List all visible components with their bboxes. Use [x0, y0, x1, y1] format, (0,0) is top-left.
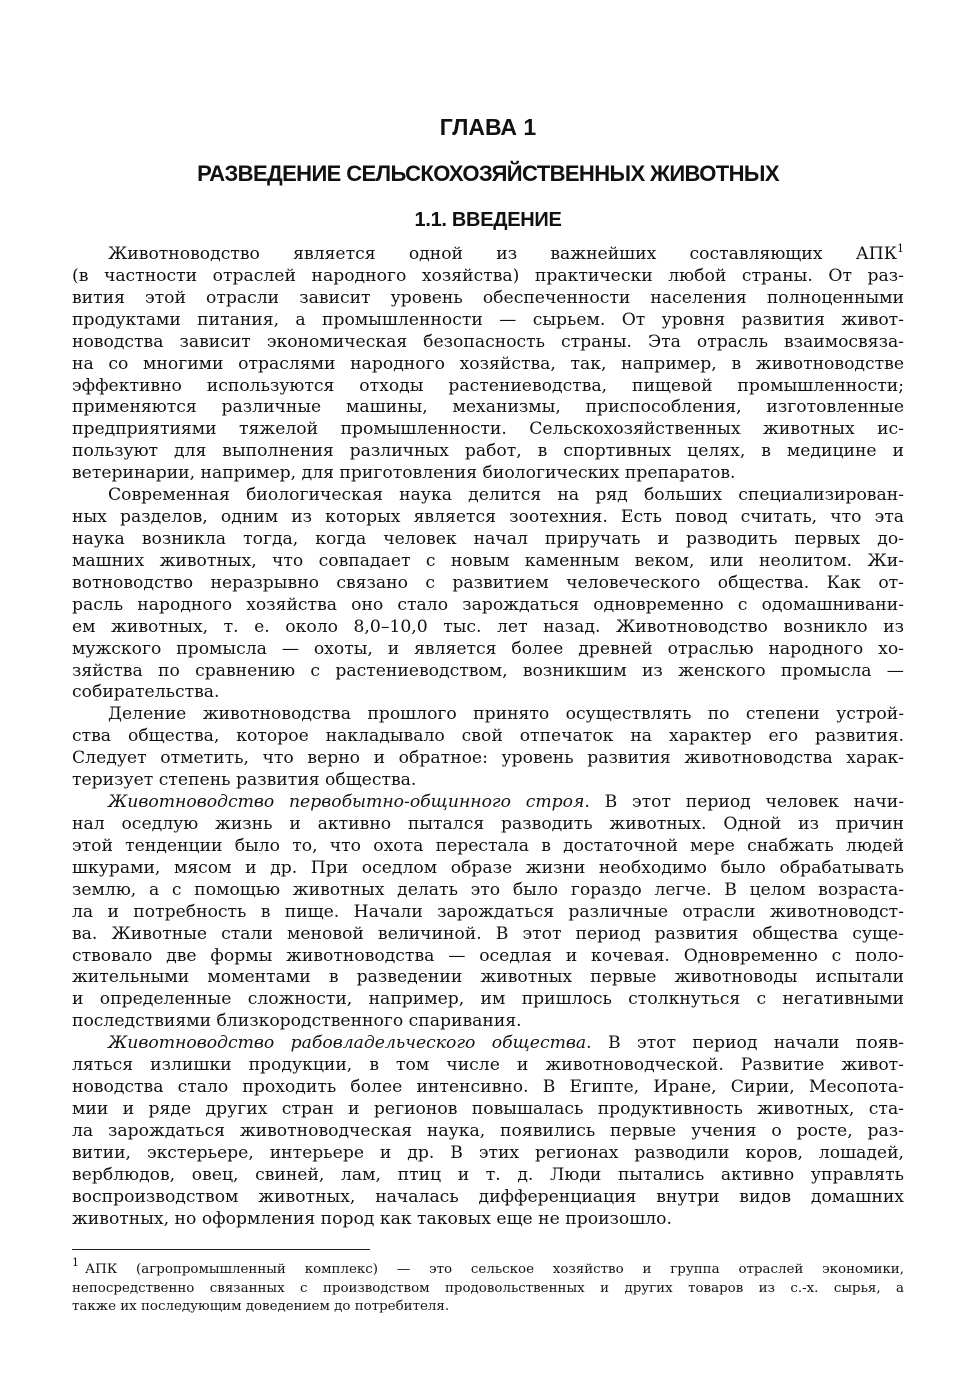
- line-text: Животноводство является одной из важнейших составляющих АПК: [108, 244, 897, 264]
- line-text: ных разделов, одним из которых является зоотехния. Есть повод считать, что эта: [72, 507, 904, 528]
- chapter-title: РАЗВЕДЕНИЕ СЕЛЬСКОХОЗЯЙСТВЕННЫХ ЖИВОТНЫХ: [197, 161, 779, 186]
- footnote-line: [72, 1280, 904, 1299]
- italic-lead: Животноводство рабовладельческого общества: [108, 1033, 587, 1054]
- line-text: ва. Животные стали меновой величиной. В этот период развития общества суще-: [72, 923, 904, 944]
- line-text: предприятиями тяжелой промышленности. Сельскохозяйственных животных ис-: [72, 419, 904, 440]
- text-line: [72, 924, 904, 946]
- footnote-divider: [72, 1249, 370, 1250]
- text-line: [72, 1143, 904, 1165]
- line-text: мужского промысла — охоты, и является более древней отраслью народного хо-: [72, 638, 904, 659]
- line-text: ла и потребность в пище. Начали зарождаться различные отрасли животноводст-: [72, 901, 904, 922]
- text-line: [72, 617, 904, 639]
- text-line: [72, 1077, 904, 1099]
- text-line: [72, 376, 904, 398]
- paragraph: [72, 704, 904, 792]
- line-text: животных, но оформления пород как таковых еще не произошло.: [72, 1208, 672, 1229]
- text-line: [72, 551, 904, 573]
- footnote-text: также их последующим доведением до потребителя.: [72, 1299, 450, 1315]
- text-line: [72, 1121, 904, 1143]
- text-line: [72, 595, 904, 617]
- text-line: [72, 332, 904, 354]
- line-text: ства общества, которое накладывало свой отпечаток на характер его развития.: [72, 726, 904, 747]
- line-text: и определенные сложности, например, им пришлось столкнуться с негативными: [72, 989, 904, 1010]
- text-line: [72, 814, 904, 836]
- text-line: [72, 266, 904, 288]
- footnote-text: АПК (агропромышленный комплекс) — это сельское хозяйство и группа отраслей экономики,: [85, 1262, 904, 1277]
- paragraph: [72, 792, 904, 1033]
- text-line: [72, 880, 904, 902]
- line-text: теризует степень развития общества.: [72, 770, 417, 791]
- text-line: [72, 529, 904, 551]
- line-text: . В этот период человек начи-: [584, 792, 905, 813]
- line-text: . В этот период начали появ-: [586, 1033, 904, 1054]
- text-line: [72, 682, 904, 704]
- footnote-ref[interactable]: 1: [897, 242, 904, 255]
- line-text: мии и ряде других стран и регионов повышалась продуктивность животных, ста-: [72, 1098, 904, 1119]
- text-line: [72, 573, 904, 595]
- paragraph: [72, 1033, 904, 1230]
- line-text: землю, а с помощью животных делать это было гораздо легче. В целом возраста-: [72, 879, 904, 900]
- line-text: верблюдов, овец, свиней, лам, птиц и т. д. Люди пытались активно управлять: [72, 1164, 904, 1185]
- text-line: [72, 485, 904, 507]
- footnote-line: [72, 1298, 904, 1317]
- footnote-text: непосредственно связанных с производством продовольственных и других товаров из с.-х. сырья, а: [72, 1280, 904, 1296]
- line-text: Деление животноводства прошлого принято осуществлять по степени устрой-: [108, 704, 904, 725]
- line-text: ем животных, т. е. около 8,0–10,0 тыс. лет назад. Животноводство возникло из: [72, 616, 904, 637]
- line-text: ветеринарии, например, для приготовления биологических препаратов.: [72, 463, 736, 484]
- line-text: вития этой отрасли зависит уровень обеспеченности населения полноценными: [72, 287, 904, 308]
- text-line: [72, 639, 904, 661]
- line-text: эффективно используются отходы растениеводства, пищевой промышленности;: [72, 375, 904, 396]
- text-line: [72, 704, 904, 726]
- text-line: [72, 661, 904, 683]
- line-text: ла зарождаться животноводческая наука, появились первые учения о росте, раз-: [72, 1120, 904, 1141]
- text-line: [72, 726, 904, 748]
- text-line: [72, 310, 904, 332]
- text-line: [72, 1055, 904, 1077]
- body-text: [72, 244, 904, 1230]
- text-line: [72, 989, 904, 1011]
- text-line: [72, 507, 904, 529]
- line-text: пользуют для выполнения различных работ, в спортивных целях, в медицине и: [72, 441, 904, 462]
- text-line: [72, 463, 904, 485]
- line-text: Следует отметить, что верно и обратное: уровень развития животноводства харак-: [72, 748, 904, 769]
- italic-lead: Животноводство первобытно-общинного строя: [108, 792, 585, 813]
- line-text: зяйства по сравнению с растениеводством, возникшим из женского промысла —: [72, 660, 904, 681]
- text-line: [72, 1033, 904, 1055]
- text-line: [72, 1165, 904, 1187]
- line-text: новодства стало проходить более интенсивно. В Египте, Иране, Сирии, Месопота-: [72, 1077, 904, 1098]
- text-line: [72, 1209, 904, 1231]
- text-line: [72, 1187, 904, 1209]
- line-text: воспроизводством животных, началась дифференциация внутри видов домашних: [72, 1186, 904, 1207]
- line-text: ствовало две формы животноводства — оседлая и кочевая. Одновременно с поло-: [72, 945, 904, 966]
- line-text: новодства зависит экономическая безопасность страны. Эта отрасль взаимосвяза-: [72, 331, 904, 352]
- chapter-heading: ГЛАВА 1: [439, 114, 537, 140]
- line-text: шкурами, мясом и др. При оседлом образе жизни необходимо было обрабатывать: [72, 857, 904, 878]
- text-line: [72, 770, 904, 792]
- line-text: вотноводство неразрывно связано с развитием человеческого общества. Как от-: [72, 572, 904, 593]
- footnote-mark: 1: [72, 1256, 79, 1269]
- text-line: [72, 946, 904, 968]
- text-line: [72, 1099, 904, 1121]
- line-text: на со многими отраслями народного хозяйства, так, например, в животноводстве: [72, 353, 904, 374]
- line-text: продуктами питания, а промышленности — сырьем. От уровня развития живот-: [72, 309, 904, 330]
- line-text: Современная биологическая наука делится на ряд больших специализирован-: [108, 485, 904, 506]
- footnote-line: [72, 1256, 904, 1280]
- line-text: нал оседлую жизнь и активно пытался разводить животных. Одной из причин: [72, 813, 904, 834]
- line-text: расль народного хозяйства оно стало зарождаться одновременно с одомашнивани-: [72, 594, 904, 615]
- line-text: этой тенденции было то, что охота перестала в достаточной мере снабжать людей: [72, 835, 904, 856]
- text-line: [72, 902, 904, 924]
- footnote: [72, 1256, 904, 1317]
- line-text: машних животных, что совпадает с новым каменным веком, или неолитом. Жи-: [72, 550, 904, 571]
- text-line: [72, 792, 904, 814]
- line-text: жительными моментами в разведении животных первые животноводы испытали: [72, 967, 904, 988]
- line-text: наука возникла тогда, когда человек начал приручать и разводить первых до-: [72, 528, 904, 549]
- line-text: ляться излишки продукции, в том числе и животноводческой. Развитие живот-: [72, 1055, 904, 1076]
- line-text: применяются различные машины, механизмы, приспособления, изготовленные: [72, 397, 904, 418]
- text-line: [72, 858, 904, 880]
- text-line: [72, 244, 904, 266]
- text-line: [72, 441, 904, 463]
- line-text: витии, экстерьере, интерьере и др. В этих регионах разводили коров, лошадей,: [72, 1142, 904, 1163]
- text-line: [72, 967, 904, 989]
- line-text: последствиями близкородственного спаривания.: [72, 1011, 522, 1032]
- line-text: собирательства.: [72, 682, 220, 703]
- text-line: [72, 748, 904, 770]
- paragraph: [72, 485, 904, 704]
- text-line: [72, 1011, 904, 1033]
- section-heading: 1.1. ВВЕДЕНИЕ: [414, 209, 562, 231]
- text-line: [72, 397, 904, 419]
- text-line: [72, 354, 904, 376]
- text-line: [72, 836, 904, 858]
- text-line: [72, 419, 904, 441]
- paragraph: [72, 244, 904, 485]
- line-text: (в частности отраслей народного хозяйства) практически любой страны. От раз-: [72, 265, 904, 286]
- text-line: [72, 288, 904, 310]
